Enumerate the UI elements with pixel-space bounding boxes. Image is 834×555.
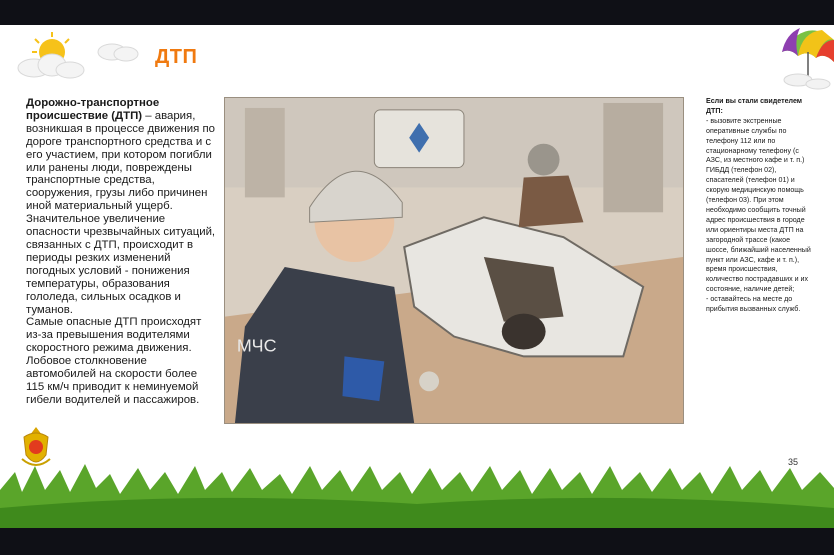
paragraph-2: Значительное увеличение опасности чрезвычайных ситуаций, связанных с ДТП, происходит в периоды резких изменений погодных условий - понижения температуры, образования гололеда, сильных осадков и туманов. — [26, 213, 216, 316]
term: Дорожно-транспортное происшествие (ДТП) — [26, 97, 160, 122]
jacket-text: МЧС — [236, 335, 277, 356]
witness-item-2: - оставайтесь на месте до прибытия вызванных служб. — [706, 295, 801, 314]
bottom-band — [0, 528, 834, 555]
witness-instructions — [706, 97, 812, 315]
paragraph-3: Самые опасные ДТП происходят из-за превышения водителями скоростного режима движения. Лобовое столкновение автомобилей на скорости более 115 км/ч приводит к неминуемой гибели водителей и пассажиров. — [26, 316, 202, 406]
accident-illustration — [224, 97, 684, 424]
witness-item-1: - вызовите экстренные оперативные службы по телефону 112 или по стационарному телефону (с АЗС, из местного кафе и т. п.) ГИБДД (телефон 02), спасателей (телефон 01) и скорую медицинскую помощь (телефон 03). При этом необходимо сообщить точный адрес происшествия в городе или ориентиры места ДТП на загородной трассе (какое шоссе, ближайший населенный пункт или АЗС, кафе и т. п.), время происшествия, количество пострадавших и их состояние, наличие детей; — [706, 116, 811, 294]
grass-border — [0, 460, 834, 530]
definition: – авария, возникшая в процессе движения по дороге транспортного средства и с его участием, при котором погибли или ранены люди, повреждены транспортные средства, сооружения, грузы либо причинен иной материальный ущерб. — [26, 109, 215, 213]
witness-lead: Если вы стали свидетелем ДТП: — [706, 97, 803, 115]
sun-clouds-icon — [14, 30, 144, 90]
page-title: ДТП — [155, 46, 198, 68]
main-text — [26, 97, 216, 407]
umbrella-icon — [778, 22, 834, 92]
top-band — [0, 0, 834, 25]
page-number: 35 — [788, 457, 799, 467]
definition-paragraph — [26, 97, 216, 213]
